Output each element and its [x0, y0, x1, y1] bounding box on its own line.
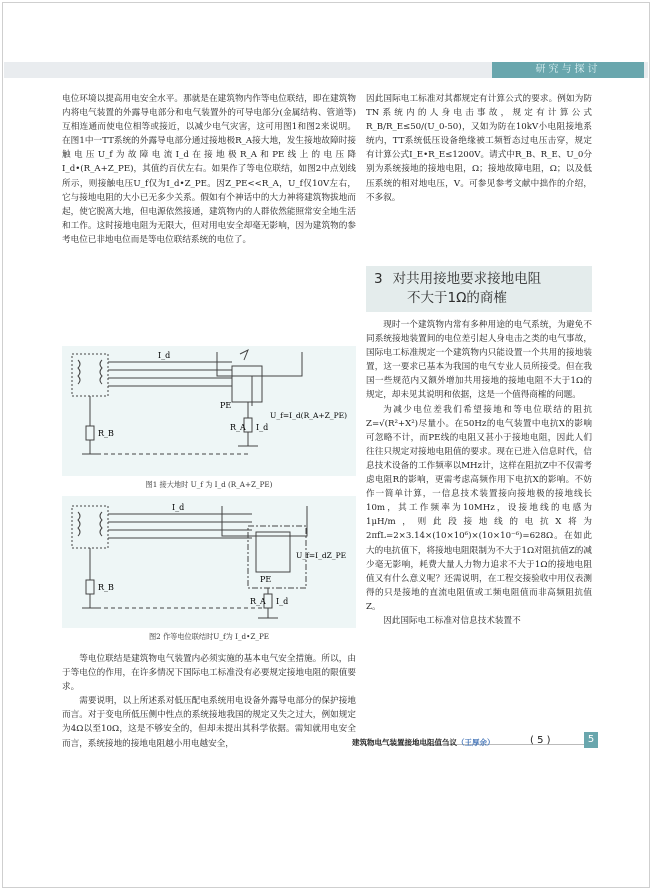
section-heading-text: [374, 270, 541, 308]
section-title-line-1: 对共用接地要求接地电阻: [392, 271, 542, 287]
section-tag: 研究与探讨: [492, 62, 644, 78]
left-para-2: 等电位联结是建筑物电气装置内必须实施的基本电气安全措施。所以，由于等电位的作用，在许多情况下国际电工标准没有必要规定接地电阻的限值要求。: [62, 654, 356, 693]
figure-1-caption: 图1 接大地时 U_f 为 I_d (R_A+Z_PE): [145, 480, 273, 489]
fig2-formula: U_f=I_dZ_PE: [296, 551, 347, 560]
figure-2-caption: 图2 作等电位联结时U_f为 I_d•Z_PE: [148, 632, 270, 641]
fig2-pe-label: PE: [260, 575, 272, 584]
section-title-line-2: 不大于1Ω的商榷: [407, 290, 507, 306]
footer-author: （王厚余）: [457, 738, 495, 747]
fig2-idv-label: I_d: [276, 597, 289, 606]
right-upper: [366, 92, 592, 205]
fig1-id-label: I_d: [158, 351, 171, 360]
fig2-rb-label: R_B: [98, 583, 114, 592]
fig2-id-label: I_d: [172, 503, 185, 512]
right-para-4: 因此国际电工标准对信息技术装置不: [383, 615, 521, 626]
left-para-3: 需要说明，以上所述系对低压配电系统用电设备外露导电部分的保护接地而言。对于变电所低压侧中性点的系统接地我国的规定又失之过大，例如规定为4Ω以至10Ω，这是不够安全的，但却未提出其科学依据。需知就用电安全而言，系统接地的接地电阻越小用电越安全，: [62, 696, 356, 749]
left-intro: [62, 92, 356, 247]
right-lower: [366, 318, 592, 628]
fig1-idv-label: I_d: [256, 423, 269, 432]
fig1-rb-label: R_B: [98, 429, 114, 438]
right-para-3: 为减少电位差我们希望接地和等电位联结的阻抗Z=√(R²+X²)尽量小。在50Hz的电气装置中电抗X的影响可忽略不计，而PE线的电阻又甚小于接地电阻，因此人们往往只规定对接地电阻值的要求。现在已进入信息时代，信息技术设备的工作频率以MHz计，这样在阻抗Z中不仅需考虑电阻R的影响，更需考虑高频作用下电抗X的影响。不妨作一简单计算，一信息技术装置接向接地极的接地线长10m，其工作频率为10MHz，设接地线的电感为1μH/m，则此段接地线的电抗X将为2πfL=2×3.14×(10×10⁶)×(10×10⁻⁶)=628Ω。在如此大的电抗值下，将接地电阻限制为不大于1Ω对阻抗值Z的减少毫无影响，耗费大量人力物力追求不大于1Ω的接地电阻值又有什么意义呢？还需说明，在工程交接验收中用仪表测得的只是接地的直流电阻值或工频电阻值而非高频阻抗值Z。: [366, 404, 592, 612]
left-lower: [62, 652, 356, 751]
figure-2: [62, 496, 356, 628]
section-heading: [366, 266, 592, 312]
fig1-formula: U_f=I_d(R_A+Z_PE): [270, 411, 348, 420]
section-number: 3: [374, 271, 383, 287]
fig1-ra-label: R_A: [230, 423, 246, 432]
intro-paragraph: 电位环境以提高用电安全水平。那就是在建筑物内作等电位联结，即在建筑物内将电气装置的外露导电部分和电气装置外的可导电部分(金属结构、管道等)互相连通而使电位相等或接近，以减少电气灾害，这可用图1和图2来说明。在图1中一TT系统的外露导电部分通过接地极R_A接大地，发生接地故障时接触电压U_f为故障电流I_d在接地极R_A和PE线上的电压降I_d•(R_A+Z_PE)，其值约百伏左右。如果作了等电位联结，如图2中点划线所示，则接触电压U_f仅为I_d•Z_PE。因Z_PE<<R_A，U_f仅10V左右，它与接地电阻的大小已无多少关系。假如有个神话中的大力神将建筑物拔地而起，使它脱离大地，但电源依然接通，建筑物内的人群依然能照常安全地生活和工作。这时接地电阻为无限大，但对用电安全却毫无影响，因为建筑物的参考电位已非地电位而是等电位联结系统的电位了。: [62, 94, 356, 245]
fig2-ra-label: R_A: [250, 597, 266, 606]
footer-article-title: 建筑物电气装置接地电阻值刍议: [352, 738, 457, 747]
page-label: ( 5 ): [530, 735, 551, 746]
figure-1: [62, 346, 356, 476]
header-bar: [4, 62, 648, 78]
figure-2-diagram: [62, 496, 356, 628]
fig1-pe-label: PE: [220, 401, 232, 410]
right-para-1: 因此国际电工标准对其都规定有计算公式的要求。例如为防TN系统内的人身电击事故，规定有计算公式R_B/R_E≤50/(U_0-50)，又如为防在10kV小电阻接地系统内，TT系统低压设备绝缘被工频暂态过电压击穿，规定有计算公式I_E•R_E≤1200V。请式中R_B、R_E、U_0分别为系统接地的接地电阻，Ω；接地故障电阻，Ω；以及低压系统的相对地电压，V。可参见参考文献中拙作的介绍，不多叙。: [366, 94, 592, 203]
right-para-2: 现时一个建筑物内常有多种用途的电气系统，为避免不同系统接地装置间的电位差引起人身电击之类的电气事故，国际电工标准规定一个建筑物内只能设置一个共用的接地装置，这一要求已基本为我国的电气专业人员所接受。但在我国一些规范内又额外增加共用接地的接地电阻不大于1Ω的规定，却未见其说明和依据，这是一个值得商榷的问题。: [366, 320, 592, 401]
figure-1-diagram: [62, 346, 356, 476]
footer-title: [352, 737, 495, 748]
page-number-box: 5: [584, 732, 598, 748]
